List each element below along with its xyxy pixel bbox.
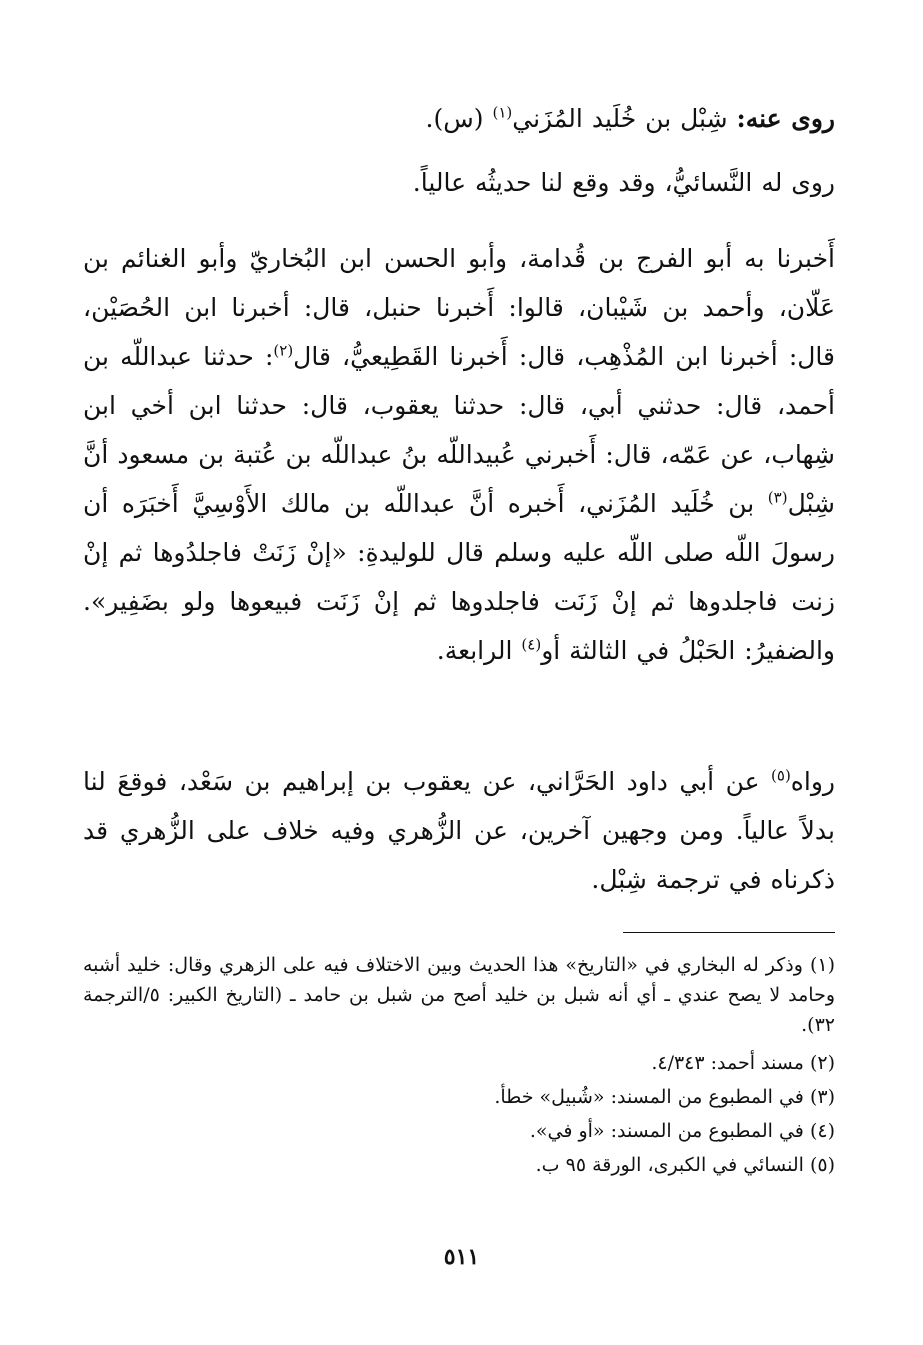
chain-text-a: أَخبرنا به أبو الفرج بن قُدامة، وأبو الحسن ابن البُخاريّ وأبو الغنائم بن عَلّان، وأحمد بن شَيْبان، قالوا: أَخبرنا حنبل، قال: أخبرنا ابن الحُصَيْن، قال: أخبرنا ابن المُذْهِب، قال: أَخبرنا القَطِيعيُّ، قال [83, 244, 835, 371]
footnote-text: مسند أحمد: ٤/٣٤٣. [651, 1052, 804, 1074]
narrator-lead: روى عنه: [736, 104, 835, 133]
paragraph-narrator [83, 94, 835, 143]
paragraph-nasai-text: روى له النَّسائيُّ، وقد وقع لنا حديثُه عالياً. [412, 168, 835, 197]
footnote-3 [83, 1082, 835, 1112]
footnote-ref-1: (١) [492, 103, 513, 122]
narration-text-a: رواه [790, 767, 835, 796]
footnote-divider [623, 932, 835, 933]
footnote-number: (٣) [809, 1086, 835, 1108]
narrator-tail: (س). [425, 104, 484, 133]
footnote-text: في المطبوع من المسند: «شُبيل» خطأ. [494, 1086, 804, 1108]
footnotes-section [83, 950, 835, 1184]
footnote-number: (٤) [809, 1120, 835, 1142]
footnote-ref-3: (٣) [767, 488, 788, 507]
paragraph-narration [83, 757, 835, 904]
footnote-2 [83, 1048, 835, 1078]
chain-text-c: بن خُلَيد المُزَني، أَخبره أنَّ عبداللّه بن مالك الأَوْسِيَّ أَخبَرَه أن رسولَ اللّه صلى اللّه عليه وسلم قال للوليدةِ: «إنْ زَنَتْ فاجلدُوها ثم إنْ زنت فاجلدوها ثم إنْ زَنَت فاجلدوها ثم إنْ زَنَت فبيعوها ولو بضَفِير». والضفيرُ: الحَبْلُ في الثالثة أو [83, 489, 835, 665]
footnote-number: (٢) [809, 1052, 835, 1074]
paragraph-nasai [83, 158, 835, 207]
footnote-5 [83, 1150, 835, 1180]
footnote-number: (١) [809, 954, 835, 976]
footnote-ref-4: (٤) [521, 635, 542, 654]
narrator-name: شِبْل بن خُلَيد المُزَني [512, 104, 728, 133]
page-number: ٥١١ [443, 1244, 480, 1270]
chain-text-b: : حدثنا عبداللّه بن أحمد، قال: حدثني أبي، قال: حدثنا يعقوب، قال: حدثنا ابن أخي ابن شِهاب، عن عَمّه، قال: أَخبرني عُبيداللّه بنُ عبداللّه بن عُتبة بن مسعود أنَّ شِبْل [83, 342, 835, 518]
footnote-4 [83, 1116, 835, 1146]
footnote-1 [83, 950, 835, 1040]
footnote-text: النسائي في الكبرى، الورقة ٩٥ ب. [535, 1154, 804, 1176]
narration-text-b: عن أبي داود الحَرَّاني، عن يعقوب بن إبراهيم بن سَعْد، فوقعَ لنا بدلاً عالياً. ومن وجهين آخرين، عن الزُّهري وفيه خلاف على الزُّهري قد ذكرناه في ترجمة شِبْل. [83, 767, 835, 894]
footnote-ref-5: (٥) [771, 766, 791, 785]
footnote-ref-2: (٢) [273, 341, 294, 360]
footnote-text: وذكر له البخاري في «التاريخ» هذا الحديث وبين الاختلاف فيه على الزهري وقال: خليد أشبه وحامد لا يصح عندي ـ أي أنه شبل بن خليد أصح من شبل بن حامد ـ (التاريخ الكبير: ٥/الترجمة ٣٢). [83, 954, 835, 1036]
paragraph-hadith-chain [83, 234, 835, 675]
footnote-number: (٥) [809, 1154, 835, 1176]
footnote-text: في المطبوع من المسند: «أو في». [529, 1120, 804, 1142]
chain-text-d: الرابعة. [436, 636, 513, 665]
